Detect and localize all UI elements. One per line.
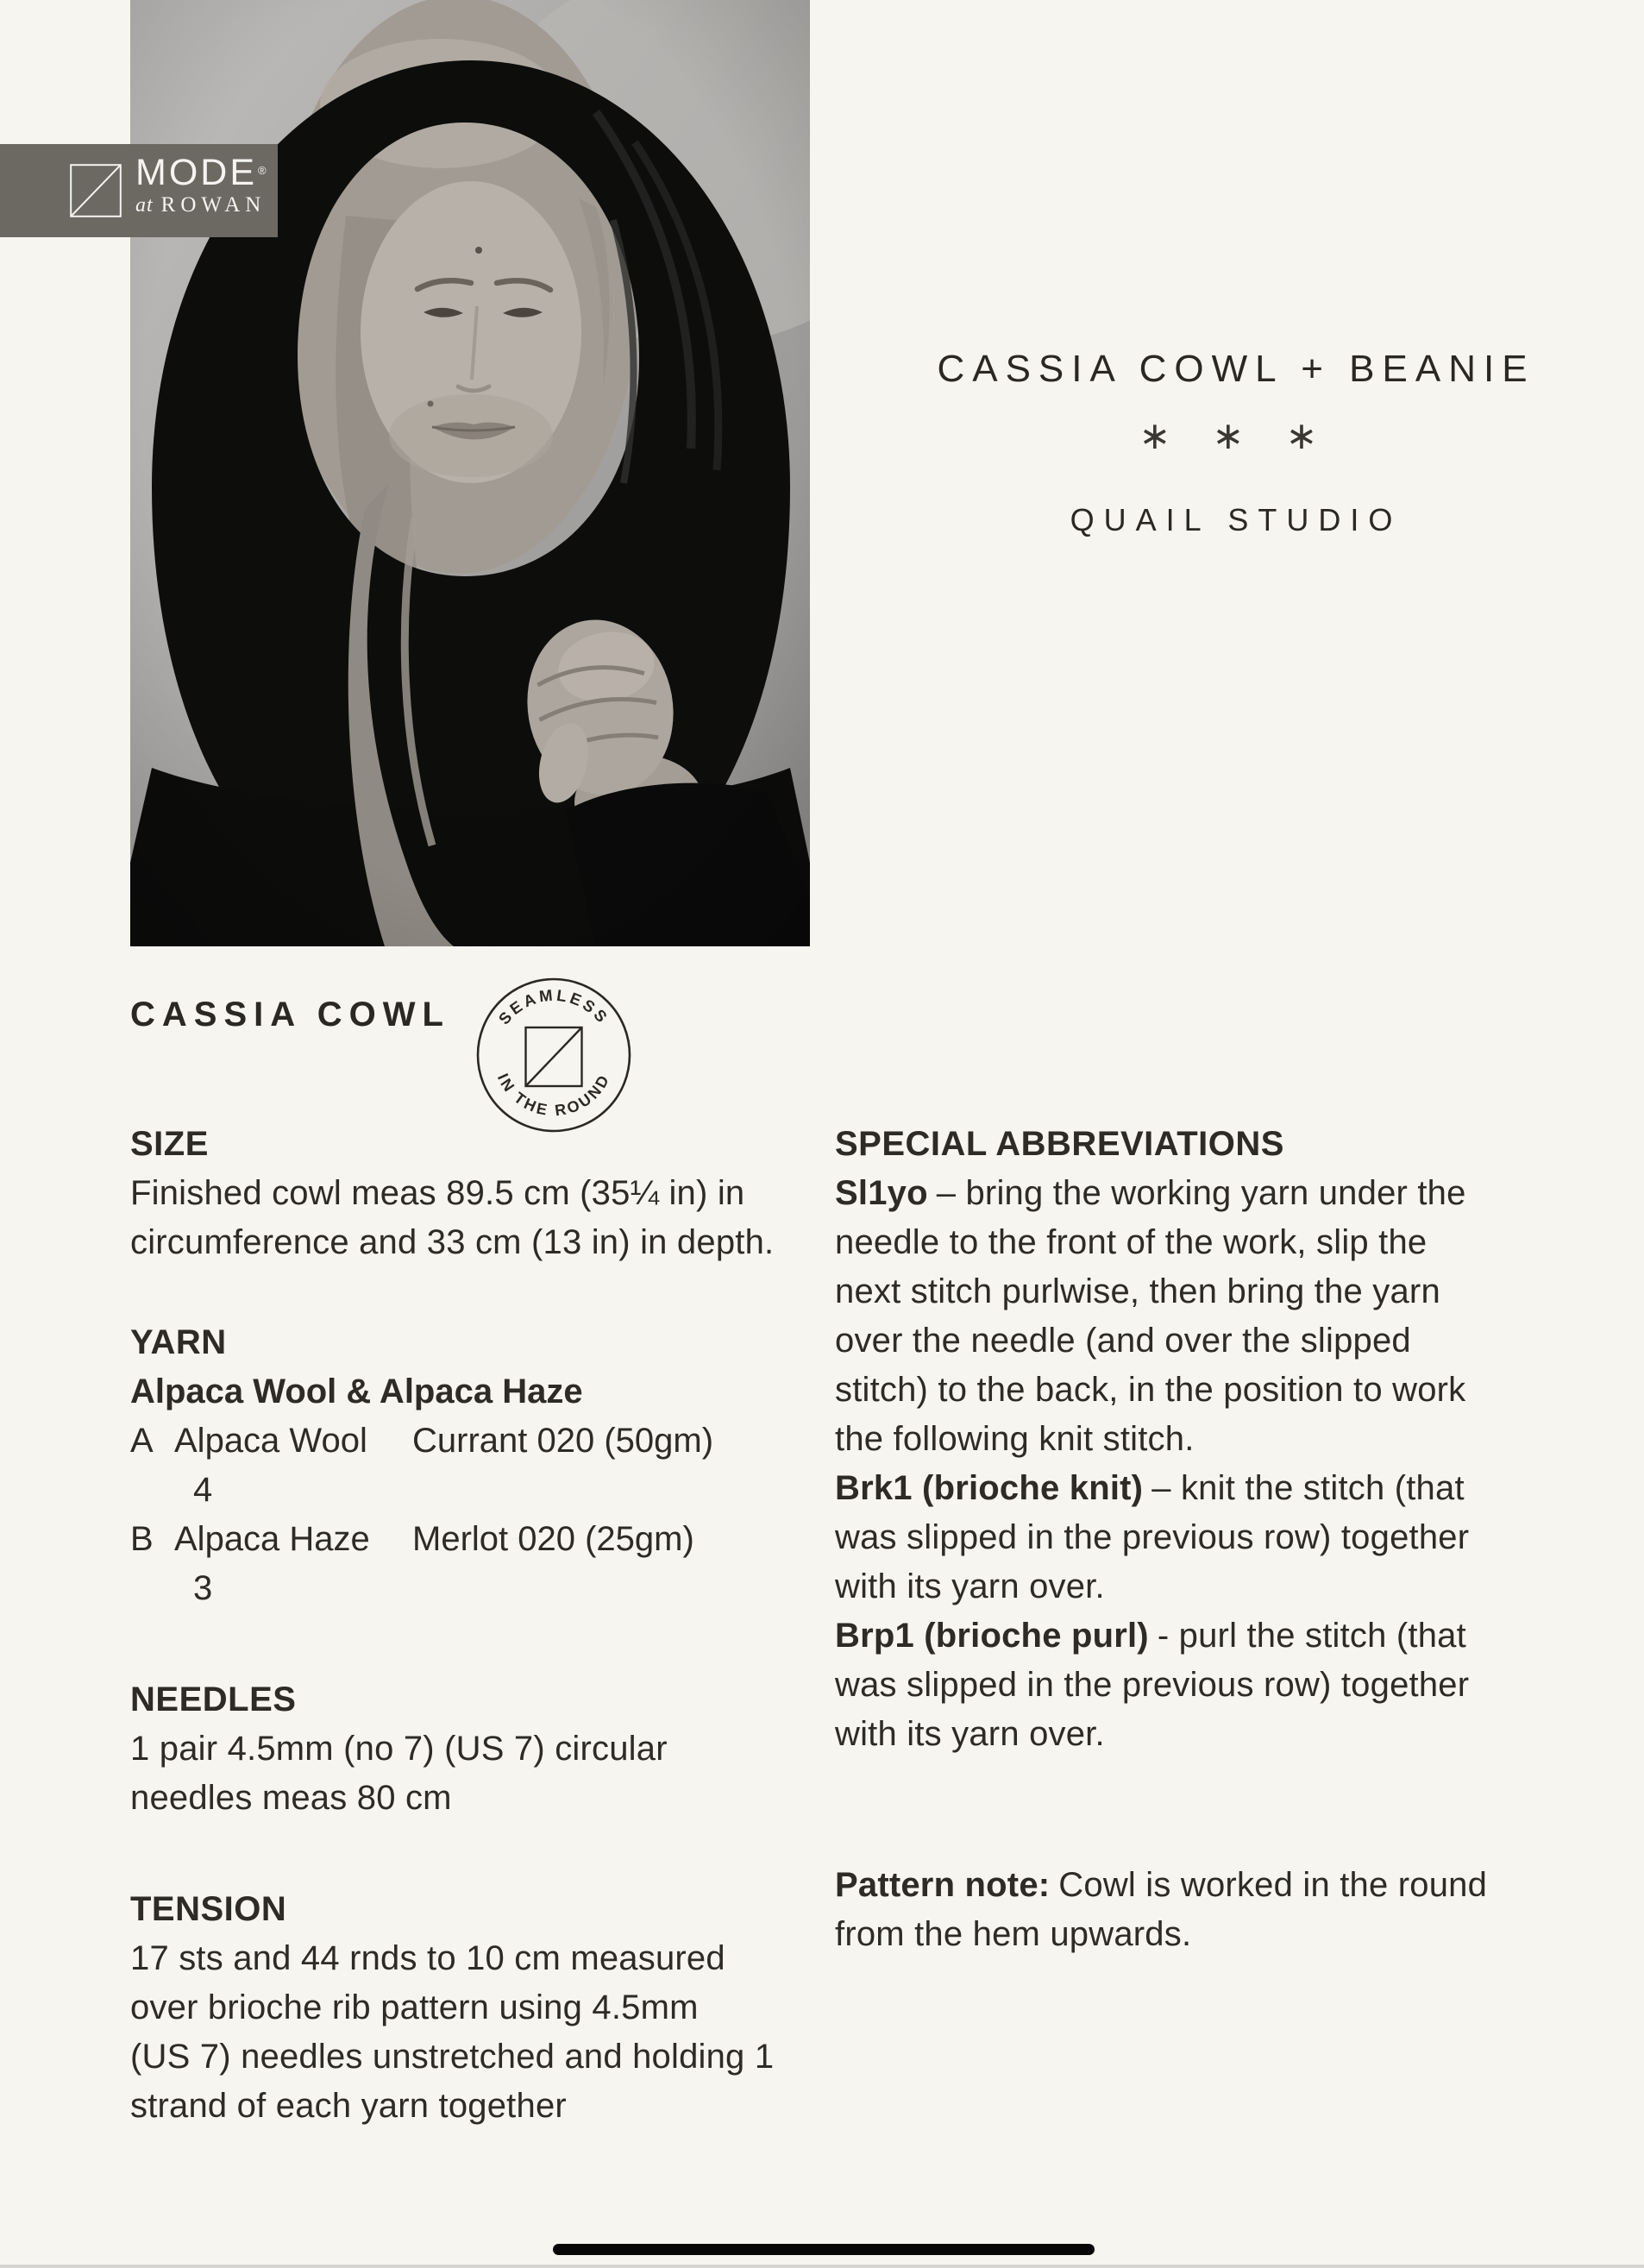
pattern-note-lead: Pattern note: xyxy=(835,1866,1051,1904)
tension-section xyxy=(130,1885,846,2131)
brand-sub-name: ROWAN xyxy=(160,193,267,217)
home-indicator[interactable] xyxy=(553,2244,1095,2255)
abbr-line: Brp1 (brioche purl) - purl the stitch (that xyxy=(835,1617,1466,1655)
abbr-line: over the needle (and over the slipped xyxy=(835,1322,1411,1360)
abbr-line: with its yarn over. xyxy=(835,1567,1105,1605)
yarn-quantity: 4 xyxy=(193,1471,213,1509)
needles-line: 1 pair 4.5mm (no 7) (US 7) circular xyxy=(130,1730,668,1768)
size-heading: SIZE xyxy=(130,1125,209,1163)
designer-name: QUAIL STUDIO xyxy=(1070,502,1402,537)
tension-line: (US 7) needles unstretched and holding 1 xyxy=(130,2038,775,2076)
yarn-shade: Merlot 020 (25gm) xyxy=(412,1520,694,1558)
yarn-row xyxy=(130,1417,846,1466)
yarn-section xyxy=(130,1318,846,1613)
size-line: circumference and 33 cm (13 in) in depth. xyxy=(130,1223,775,1261)
abbreviations-heading: SPECIAL ABBREVIATIONS xyxy=(835,1125,1284,1163)
yarn-shade: Currant 020 (50gm) xyxy=(412,1422,714,1460)
yarn-name: Alpaca Wool xyxy=(174,1422,367,1460)
abbr-line: next stitch purlwise, then bring the yarn xyxy=(835,1272,1440,1310)
brand-badge xyxy=(0,144,278,237)
yarn-row xyxy=(130,1515,846,1564)
model-photo-illustration xyxy=(130,0,810,946)
abbreviations-section xyxy=(835,1120,1594,1759)
abbr-line: stitch) to the back, in the position to work xyxy=(835,1371,1466,1409)
badge-top-text: SEAMLESS xyxy=(494,985,613,1028)
brand-sub-prefix: at xyxy=(135,194,154,217)
registered-mark: ® xyxy=(258,164,269,177)
tension-line: strand of each yarn together xyxy=(130,2087,567,2125)
size-line: Finished cowl meas 89.5 cm (35¼ in) in xyxy=(130,1174,745,1212)
abbr-term: Brk1 (brioche knit) xyxy=(835,1469,1144,1507)
size-section xyxy=(130,1120,846,1267)
needles-heading: NEEDLES xyxy=(130,1681,297,1718)
model-photo xyxy=(130,0,810,946)
mode-logo-icon xyxy=(70,164,122,217)
tension-heading: TENSION xyxy=(130,1890,287,1928)
abbr-line: Sl1yo – bring the working yarn under the xyxy=(835,1174,1466,1212)
yarn-heading: YARN xyxy=(130,1323,227,1361)
yarn-quantity: 3 xyxy=(193,1569,213,1607)
yarn-letter: B xyxy=(130,1520,154,1558)
pattern-name-heading: CASSIA COWL xyxy=(130,996,450,1033)
screen-edge xyxy=(0,2265,1644,2268)
tension-line: 17 sts and 44 rnds to 10 cm measured xyxy=(130,1939,725,1977)
abbr-line: needle to the front of the work, slip the xyxy=(835,1223,1428,1261)
title-block xyxy=(844,348,1628,539)
brand-name: MODE xyxy=(135,152,257,193)
abbr-term: Sl1yo xyxy=(835,1174,928,1212)
svg-text:IN THE ROUND xyxy=(494,1071,614,1120)
pattern-note: Pattern note: Cowl is worked in the round from the hem upwards. xyxy=(835,1861,1594,1959)
needles-line: needles meas 80 cm xyxy=(130,1779,452,1817)
pattern-note-line: from the hem upwards. xyxy=(835,1915,1192,1953)
seamless-in-the-round-badge xyxy=(474,976,633,1134)
abbr-line: was slipped in the previous row) together xyxy=(835,1666,1470,1704)
abbr-term: Brp1 (brioche purl) xyxy=(835,1617,1149,1655)
yarn-letter: A xyxy=(130,1422,154,1460)
yarn-name: Alpaca Haze xyxy=(174,1520,370,1558)
brand-wordmark xyxy=(135,153,268,217)
abbr-line: Brk1 (brioche knit) – knit the stitch (that xyxy=(835,1469,1465,1507)
difficulty-stars: ∗ ∗ ∗ xyxy=(1139,415,1333,457)
badge-bottom-text: IN THE ROUND xyxy=(493,1070,614,1120)
page-title: CASSIA COWL + BEANIE xyxy=(937,348,1535,390)
needles-section xyxy=(130,1675,846,1823)
abbr-line: the following knit stitch. xyxy=(835,1420,1195,1458)
yarn-subheading: Alpaca Wool & Alpaca Haze xyxy=(130,1373,583,1410)
tension-line: over brioche rib pattern using 4.5mm xyxy=(130,1988,699,2026)
abbr-line: was slipped in the previous row) together xyxy=(835,1518,1470,1556)
abbr-line: with its yarn over. xyxy=(835,1715,1105,1753)
